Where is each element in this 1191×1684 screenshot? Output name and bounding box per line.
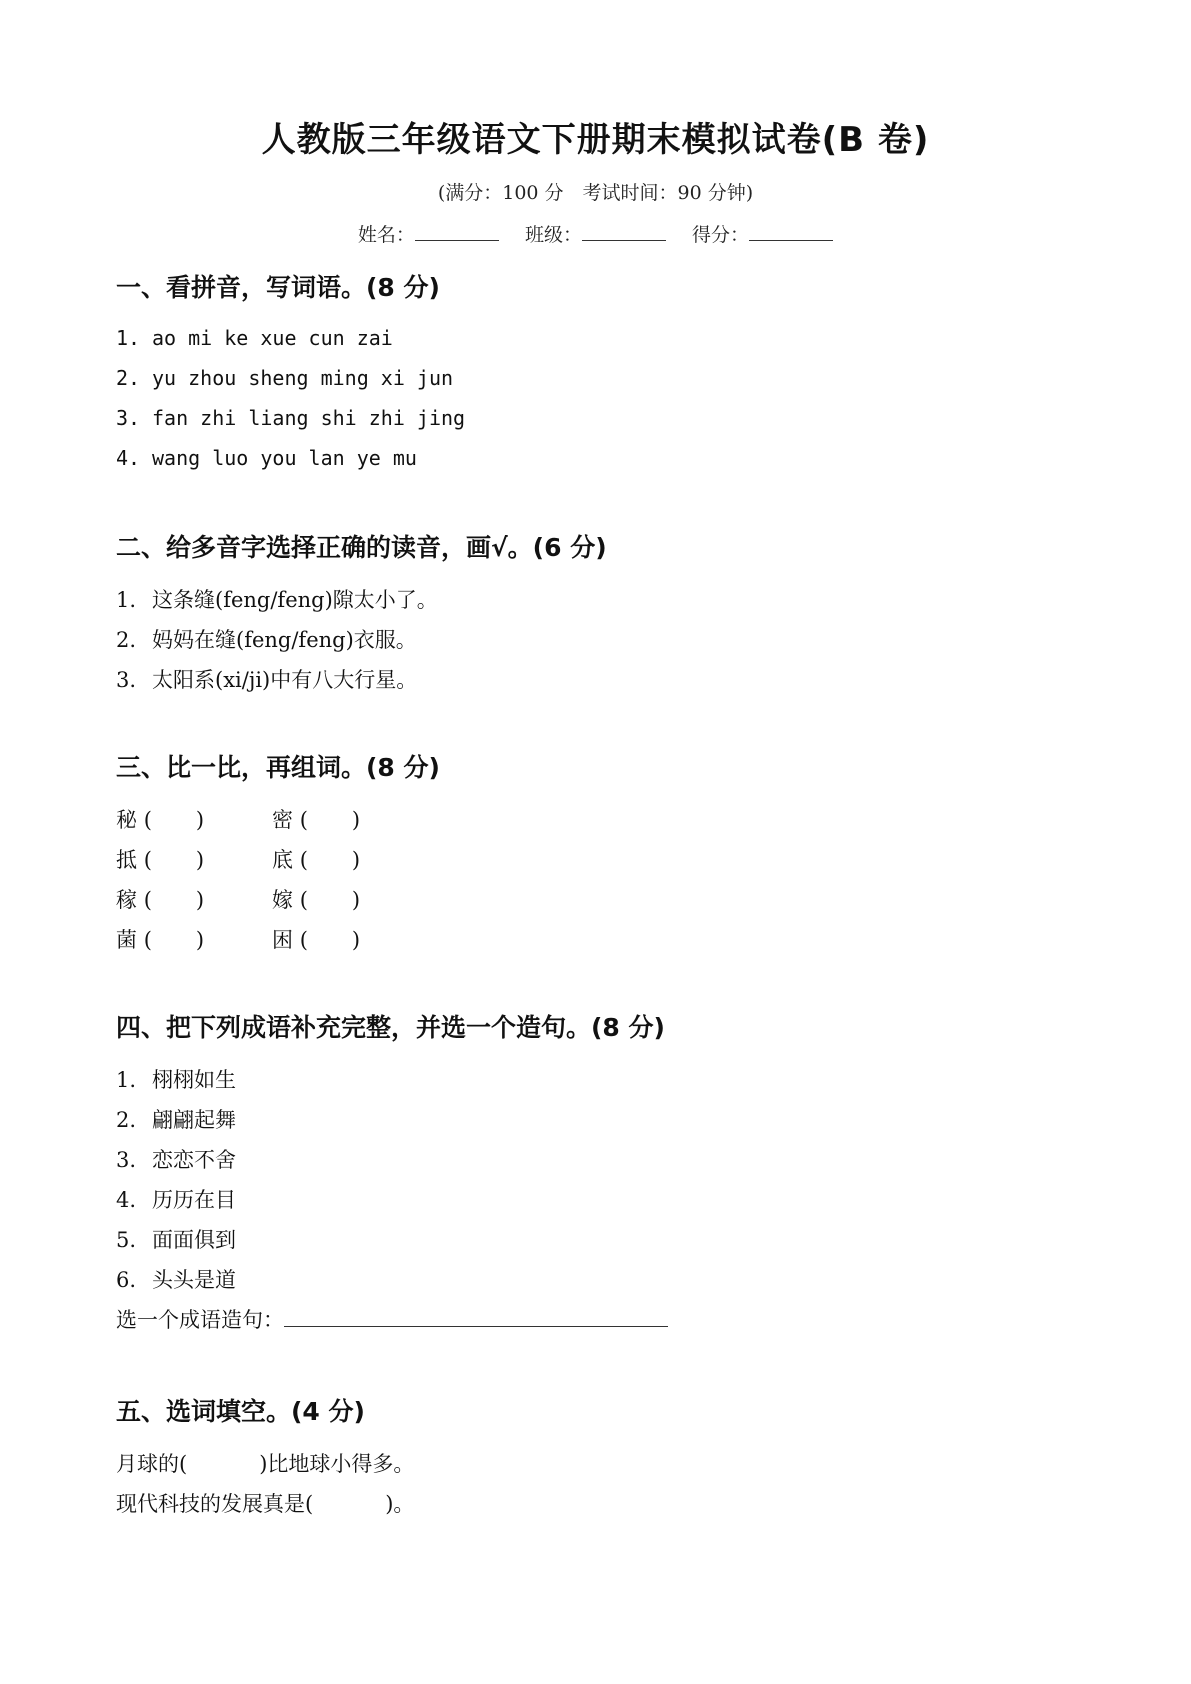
- item-number: 5.: [116, 1228, 137, 1252]
- answer-paren[interactable]: ( ): [299, 848, 361, 872]
- answer-paren[interactable]: ( ): [299, 928, 361, 952]
- item-number: 4.: [116, 446, 141, 470]
- fill-blank-line: [116, 1488, 414, 1518]
- compare-cell[interactable]: [272, 924, 368, 954]
- pinyin-item: [116, 366, 453, 390]
- name-field[interactable]: [358, 224, 499, 246]
- compare-cell[interactable]: [116, 804, 212, 834]
- item-text: 这条缝(feng/feng)隙太小了。: [152, 588, 438, 612]
- polyphone-item: [116, 624, 417, 654]
- pinyin-item: [116, 446, 417, 470]
- answer-paren[interactable]: ( ): [143, 888, 205, 912]
- section-2-title: 二、给多音字选择正确的读音，画√。(6 分): [116, 533, 607, 562]
- name-blank[interactable]: [415, 222, 499, 241]
- pinyin-item: [116, 406, 465, 430]
- character: 嫁: [272, 888, 293, 912]
- compare-cell[interactable]: [272, 884, 368, 914]
- section-3-title: 三、比一比，再组词。(8 分): [116, 753, 440, 782]
- polyphone-item: [116, 584, 438, 614]
- score-blank[interactable]: [749, 222, 833, 241]
- character: 密: [272, 808, 293, 832]
- section-4-title: 四、把下列成语补充完整，并选一个造句。(8 分): [116, 1013, 665, 1042]
- character: 菌: [116, 928, 137, 952]
- item-number: 1.: [116, 1068, 137, 1092]
- character: 秘: [116, 808, 137, 832]
- item-text: 恋恋不舍: [152, 1148, 236, 1172]
- score-field[interactable]: [692, 224, 833, 246]
- name-label: 姓名：: [357, 224, 415, 246]
- idiom-item: [116, 1184, 236, 1214]
- fill-before: 现代科技的发展真是(: [116, 1492, 314, 1516]
- idiom-item: [116, 1104, 236, 1134]
- item-text: fan zhi liang shi zhi jing: [152, 406, 466, 430]
- item-number: 2.: [116, 628, 137, 652]
- item-number: 3.: [116, 1148, 137, 1172]
- item-text: 头头是道: [152, 1268, 236, 1292]
- idiom-item: [116, 1064, 236, 1094]
- sentence-blank[interactable]: [284, 1306, 668, 1327]
- idiom-item: [116, 1264, 236, 1294]
- item-text: 太阳系(xi/ji)中有八大行星。: [152, 668, 418, 692]
- item-number: 3.: [116, 406, 141, 430]
- item-text: 翩翩起舞: [152, 1108, 236, 1132]
- compare-cell[interactable]: [116, 884, 212, 914]
- item-number: 4.: [116, 1188, 137, 1212]
- item-text: 面面俱到: [152, 1228, 236, 1252]
- item-text: ao mi ke xue cun zai: [152, 326, 393, 350]
- polyphone-item: [116, 664, 417, 694]
- item-number: 2.: [116, 366, 141, 390]
- compare-cell[interactable]: [272, 844, 368, 874]
- class-label: 班级：: [524, 224, 582, 246]
- character: 稼: [116, 888, 137, 912]
- item-number: 3.: [116, 668, 137, 692]
- item-text: 历历在目: [152, 1188, 236, 1212]
- item-text: 栩栩如生: [152, 1068, 236, 1092]
- fill-before: 月球的(: [116, 1452, 188, 1476]
- answer-paren[interactable]: ( ): [299, 808, 361, 832]
- answer-paren[interactable]: ( ): [143, 808, 205, 832]
- character: 困: [272, 928, 293, 952]
- item-number: 2.: [116, 1108, 137, 1132]
- answer-paren[interactable]: ( ): [143, 928, 205, 952]
- class-field[interactable]: [525, 224, 666, 246]
- idiom-item: [116, 1144, 236, 1174]
- score-label: 得分：: [692, 224, 750, 246]
- compare-cell[interactable]: [116, 924, 212, 954]
- answer-paren[interactable]: ( ): [299, 888, 361, 912]
- exam-subtitle: (满分：100 分 考试时间：90 分钟): [437, 182, 754, 204]
- answer-paren[interactable]: ( ): [143, 848, 205, 872]
- compare-cell[interactable]: [116, 844, 212, 874]
- item-number: 1.: [116, 588, 137, 612]
- character: 底: [272, 848, 293, 872]
- compare-cell[interactable]: [272, 804, 368, 834]
- fill-blank-line: [116, 1448, 414, 1478]
- fill-after: )比地球小得多。: [259, 1452, 415, 1476]
- item-text: yu zhou sheng ming xi jun: [152, 366, 454, 390]
- class-blank[interactable]: [582, 222, 666, 241]
- idiom-item: [116, 1224, 236, 1254]
- sentence-prompt: 选一个成语造句：: [116, 1308, 284, 1332]
- item-number: 1.: [116, 326, 141, 350]
- section-5-title: 五、选词填空。(4 分): [116, 1397, 365, 1426]
- item-number: 6.: [116, 1268, 137, 1292]
- character: 抵: [116, 848, 137, 872]
- pinyin-item: [116, 326, 393, 350]
- exam-title: 人教版三年级语文下册期末模拟试卷(B 卷): [261, 120, 930, 160]
- student-info-line: [0, 220, 1191, 247]
- item-text: 妈妈在缝(feng/feng)衣服。: [152, 628, 417, 652]
- fill-after: )。: [385, 1492, 415, 1516]
- sentence-line: [116, 1304, 668, 1334]
- section-1-title: 一、看拼音，写词语。(8 分): [116, 273, 440, 302]
- item-text: wang luo you lan ye mu: [152, 446, 417, 470]
